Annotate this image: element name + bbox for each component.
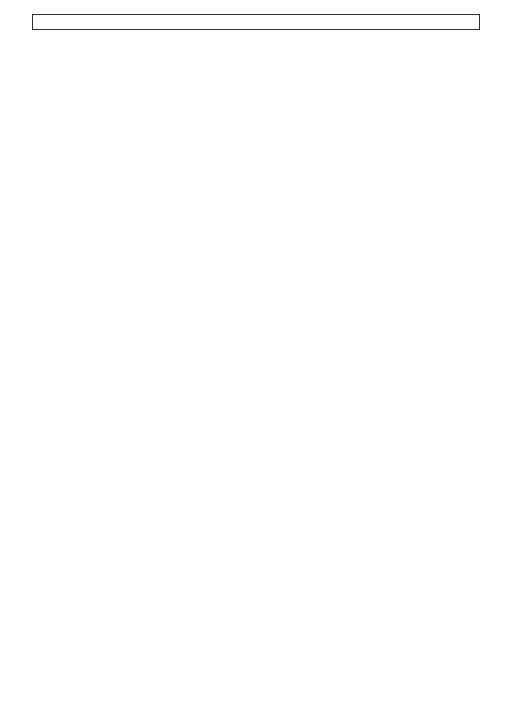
letter-grid: [30, 39, 492, 684]
worksheet-title-box: [32, 14, 480, 30]
